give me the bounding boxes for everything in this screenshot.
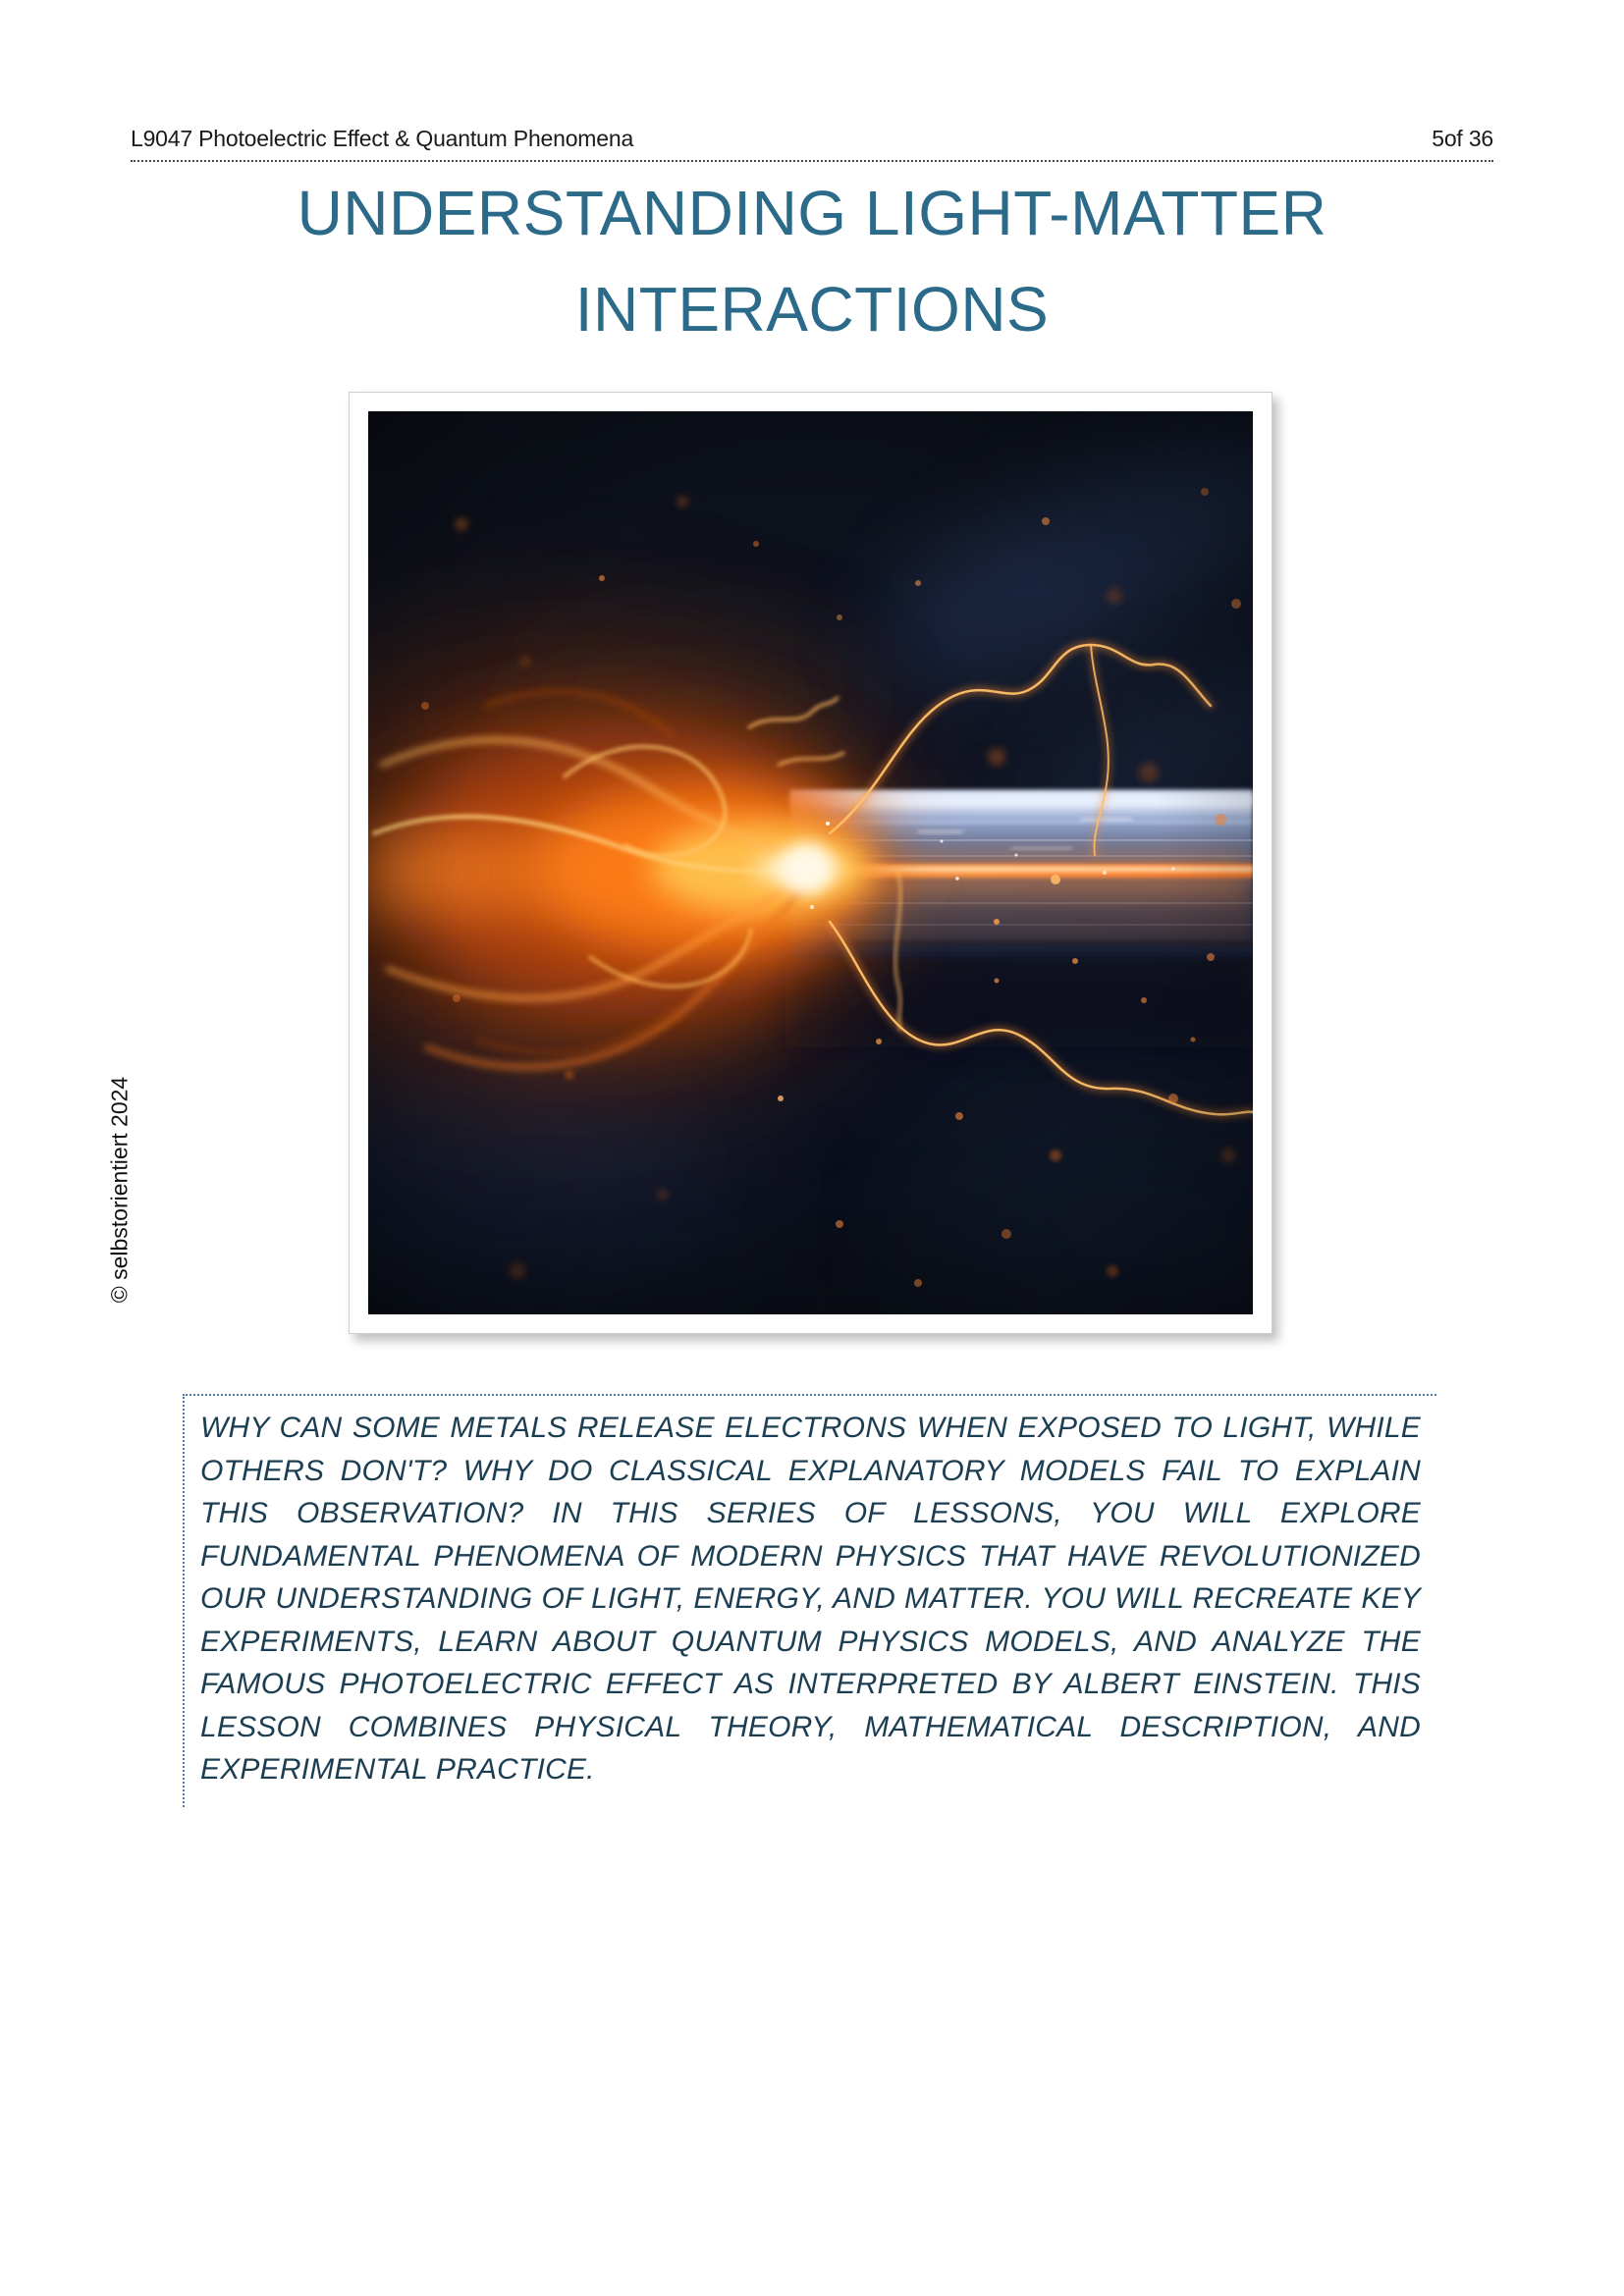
hero-photo (368, 411, 1253, 1314)
title-line-1: UNDERSTANDING LIGHT-MATTER (297, 178, 1327, 248)
header-divider (131, 160, 1493, 162)
title-line-2: INTERACTIONS (574, 274, 1050, 345)
intro-paragraph: WHY CAN SOME METALS RELEASE ELECTRONS WHEN EXPOSED TO LIGHT, WHILE OTHERS DON'T? WHY DO CLASSICAL EXPLANATORY MODELS FAIL TO EXPLAIN THIS OBSERVATION? IN THIS SERIES OF LESSONS, YOU WILL EXPLORE FUNDAMENTAL PHENOMENA OF MODERN PHYSICS THAT HAVE REVOLUTIONIZED OUR UNDERSTANDING OF LIGHT, ENERGY, AND MATTER. YOU WILL RECREATE KEY EXPERIMENTS, LEARN ABOUT QUANTUM PHYSICS MODELS, AND ANALYZE THE FAMOUS PHOTOELECTRIC EFFECT AS INTERPRETED BY ALBERT EINSTEIN. THIS LESSON COMBINES PHYSICAL THEORY, MATHEMATICAL DESCRIPTION, AND EXPERIMENTAL PRACTICE. (200, 1412, 1421, 1786)
plasma-beam-illustration (368, 411, 1253, 1314)
hero-image-frame (349, 392, 1272, 1334)
intro-text-box (183, 1394, 1436, 1807)
header-page-number: 5of 36 (1432, 126, 1493, 151)
page-title (0, 165, 1624, 357)
header-course-code: L9047 Photoelectric Effect & Quantum Phenomena (131, 126, 634, 151)
copyright-vertical-text: © selbstorientiert 2024 (106, 1076, 133, 1304)
page-header (131, 126, 1493, 152)
